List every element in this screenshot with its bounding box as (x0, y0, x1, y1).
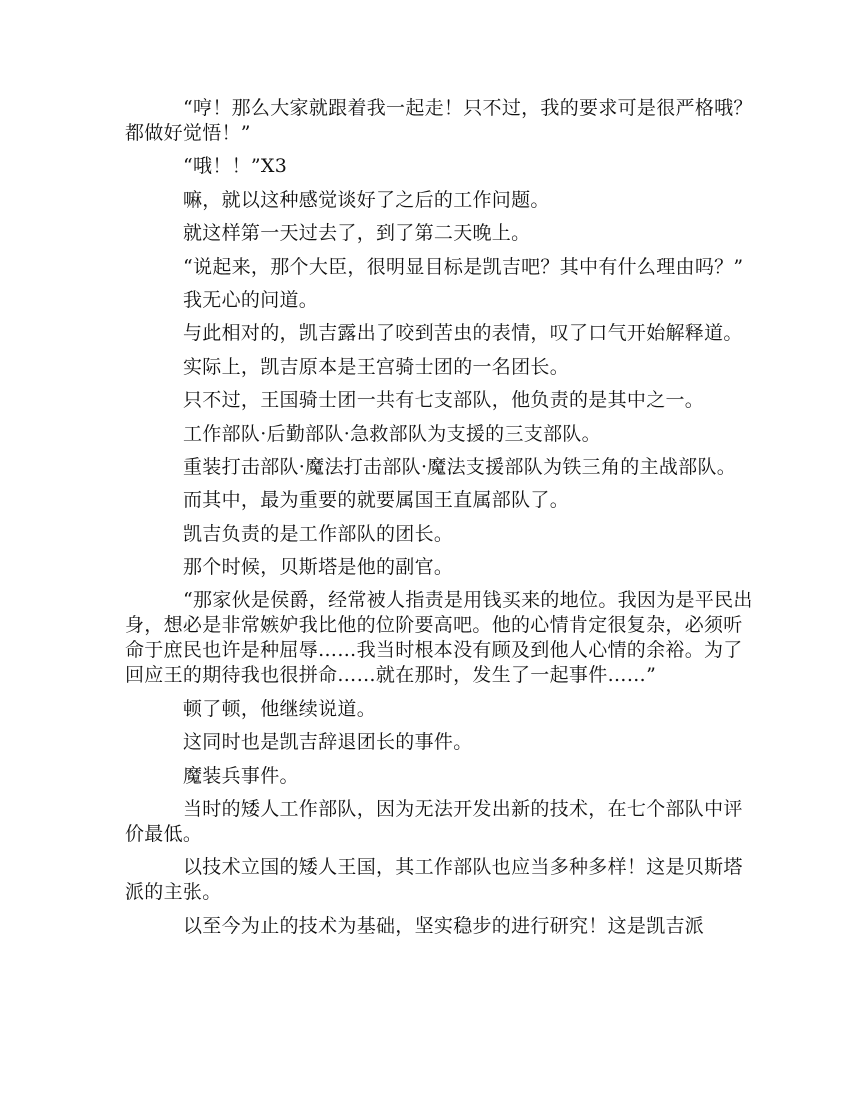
paragraph: 以至今为止的技术为基础，坚实稳步的进行研究！这是凯吉派 (183, 914, 705, 937)
paragraph: “哼！那么大家就跟着我一起走！只不过，我的要求可是很严格哦？都做好觉悟！” (125, 97, 753, 144)
paragraph: 而其中，最为重要的就要属国王直属部队了。 (183, 489, 570, 512)
paragraph: 重装打击部队·魔法打击部队·魔法支援部队为铁三角的主战部队。 (183, 455, 737, 478)
paragraph: “那家伙是侯爵，经常被人指责是用钱买来的地位。我因为是平民出身，想必是非常嫉妒我比他的位阶要高吧。他的心情肯定很复杂，必须听命于庶民也许是种屈辱……我当时根本没有顾及到他人心情的余裕。为了回应王的期待我也很拼命……就在那时，发生了一起事件……” (125, 589, 753, 687)
paragraph: “哦！！”X3 (183, 155, 288, 178)
paragraph: 以技术立国的矮人王国，其工作部队也应当多种多样！这是贝斯塔派的主张。 (125, 856, 743, 904)
paragraph: 就这样第一天过去了，到了第二天晚上。 (183, 222, 531, 245)
document-body (125, 96, 755, 947)
paragraph: 工作部队·后勤部队·急救部队为支援的三支部队。 (183, 422, 601, 445)
paragraph: 魔装兵事件。 (183, 764, 299, 787)
paragraph: 实际上，凯吉原本是王宫骑士团的一名团长。 (183, 355, 570, 378)
paragraph: 那个时候，贝斯塔是他的副官。 (183, 556, 454, 579)
paragraph: “说起来，那个大臣，很明显目标是凯吉吧？其中有什么理由吗？” (183, 255, 744, 278)
paragraph: 我无心的问道。 (183, 288, 319, 311)
paragraph: 当时的矮人工作部队，因为无法开发出新的技术，在七个部队中评价最低。 (125, 798, 743, 846)
paragraph: 凯吉负责的是工作部队的团长。 (183, 522, 454, 545)
paragraph: 顿了顿，他继续说道。 (183, 697, 377, 720)
paragraph: 只不过，王国骑士团一共有七支部队，他负责的是其中之一。 (183, 389, 705, 412)
paragraph: 与此相对的，凯吉露出了咬到苦虫的表情，叹了口气开始解释道。 (183, 322, 743, 345)
paragraph: 这同时也是凯吉辞退团长的事件。 (183, 731, 473, 754)
paragraph: 嘛，就以这种感觉谈好了之后的工作问题。 (183, 188, 550, 211)
